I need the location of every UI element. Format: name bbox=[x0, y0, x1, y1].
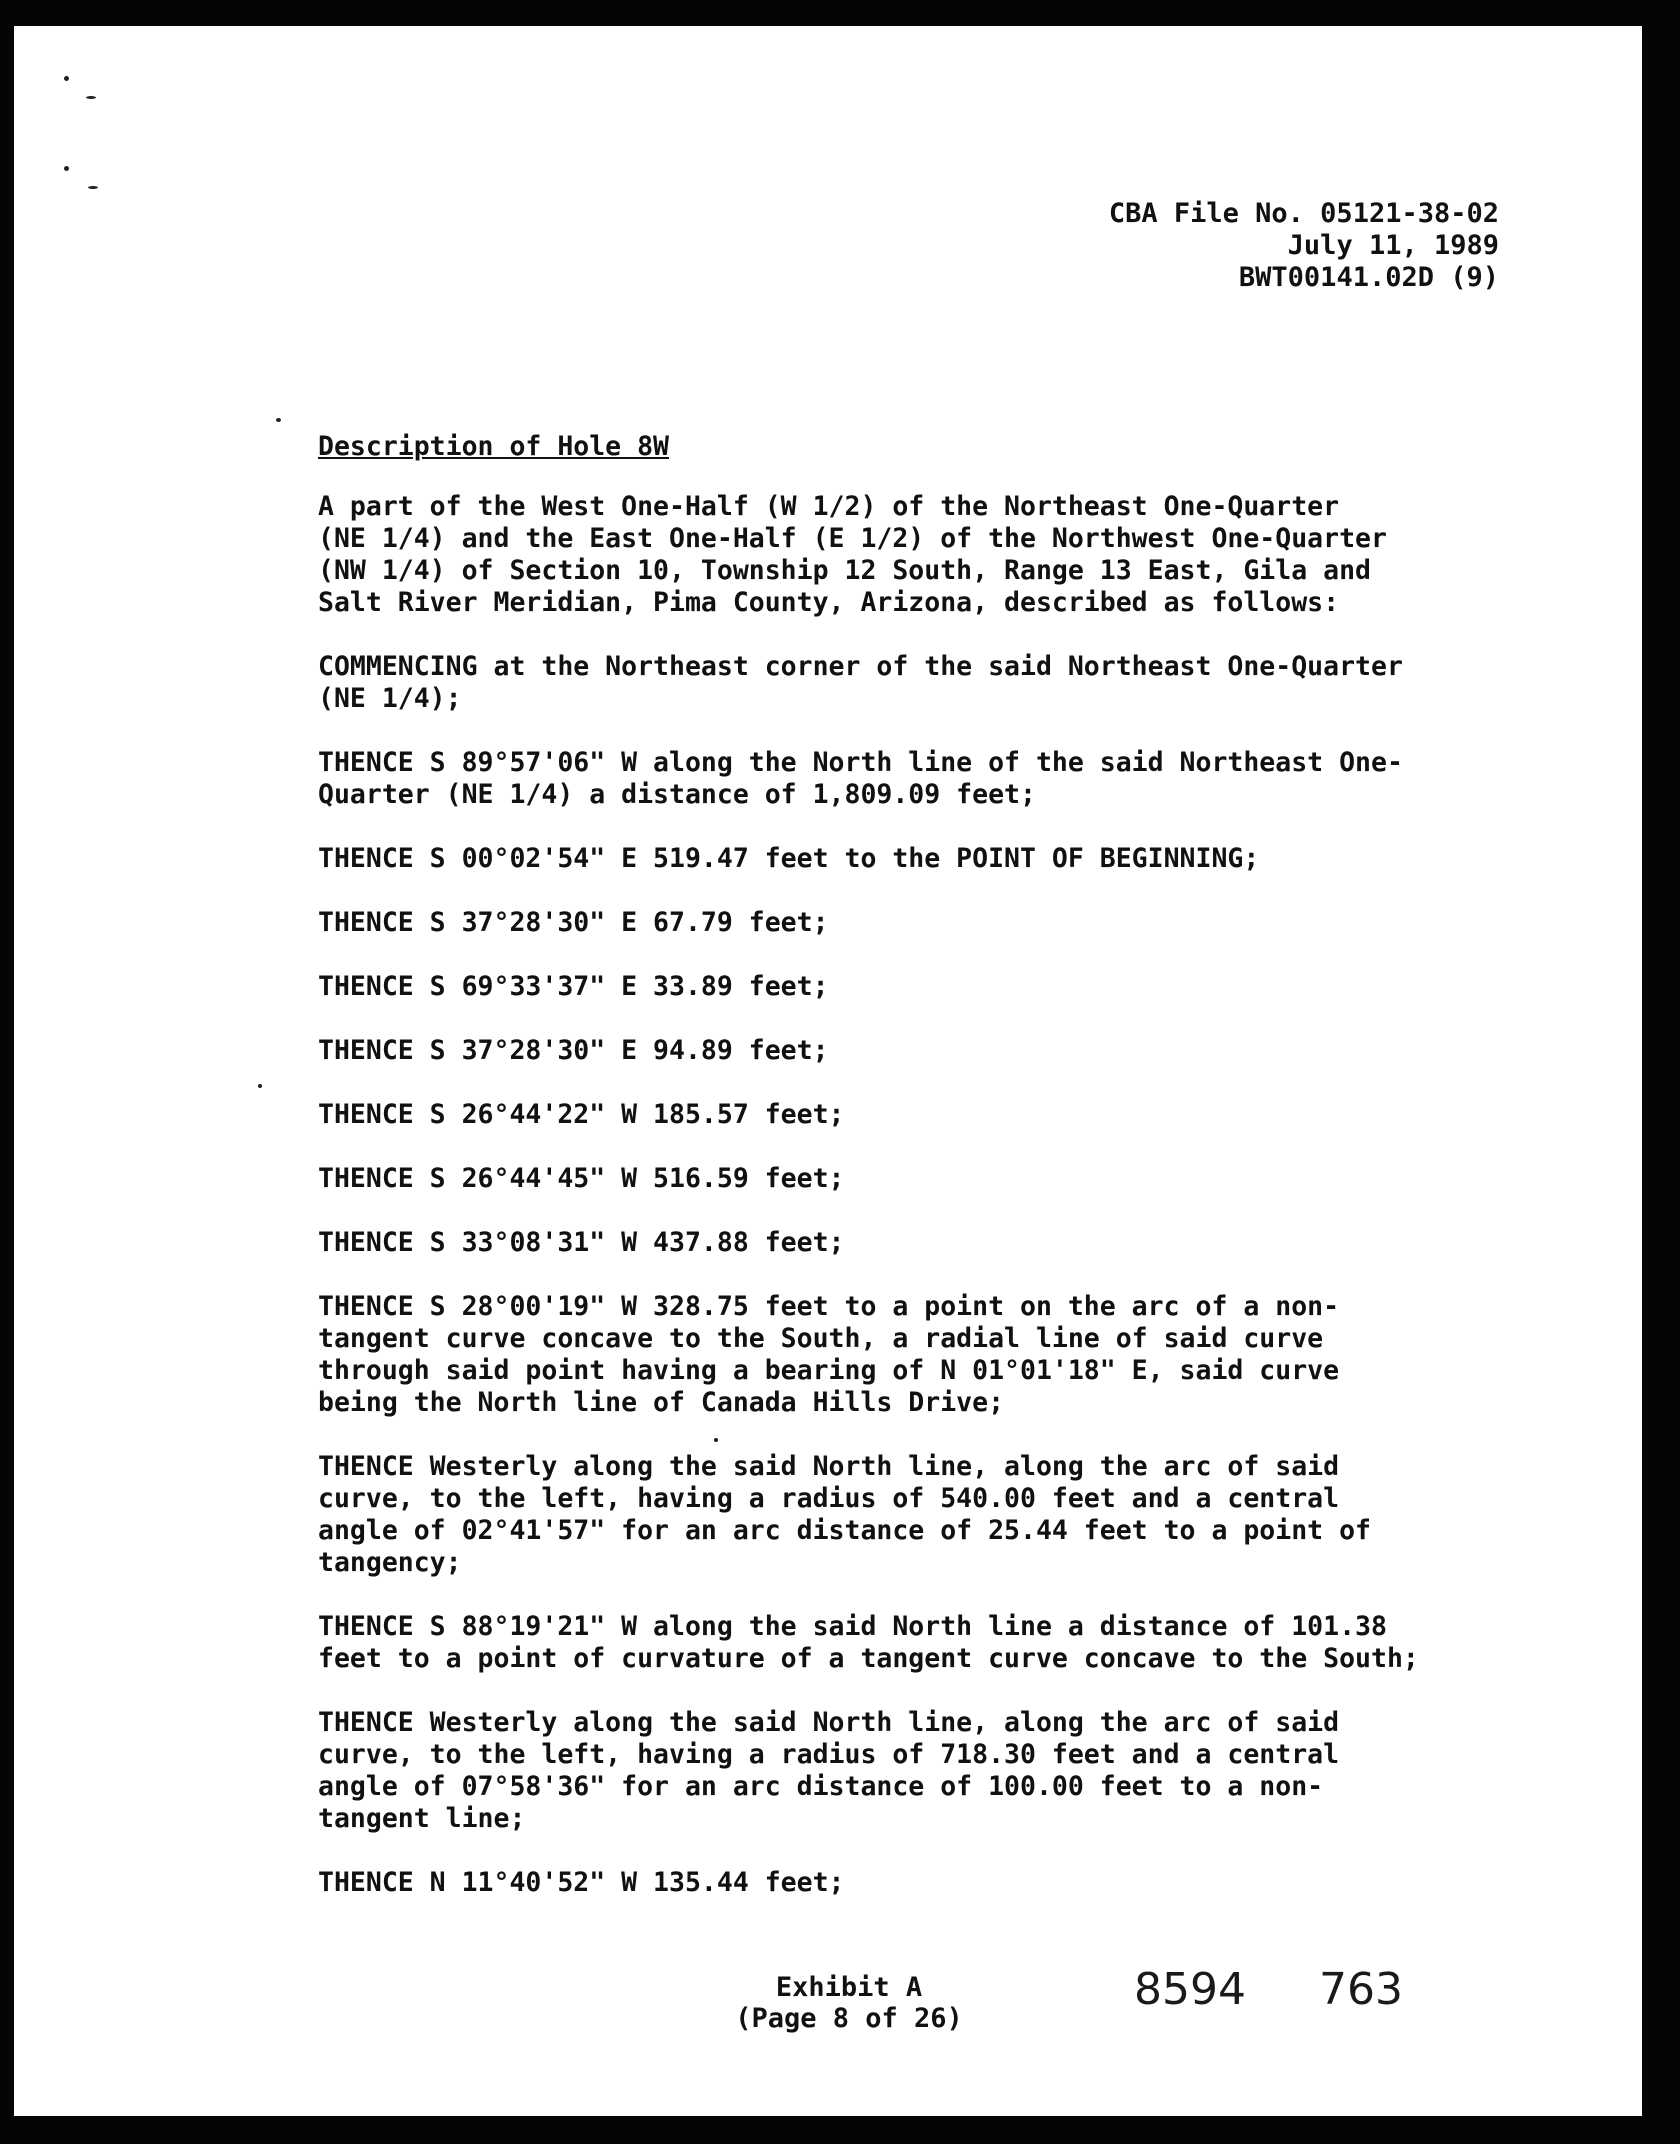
paragraph-line: curve, to the left, having a radius of 540.00 feet and a central bbox=[318, 1483, 1340, 1514]
paragraph-line: THENCE S 33°08'31" W 437.88 feet; bbox=[318, 1227, 845, 1258]
paragraph-line: through said point having a bearing of N 01°01'18" E, said curve bbox=[318, 1355, 1340, 1386]
description-title: Description of Hole 8W bbox=[318, 431, 669, 462]
scan-speck bbox=[258, 1084, 262, 1088]
paragraph-line: THENCE S 26°44'22" W 185.57 feet; bbox=[318, 1099, 845, 1130]
page-indicator: (Page 8 of 26) bbox=[735, 2003, 963, 2034]
paragraph-thence bbox=[318, 1227, 1518, 1259]
paragraph-thence bbox=[318, 1163, 1518, 1195]
paragraph-line: feet to a point of curvature of a tangent curve concave to the South; bbox=[318, 1643, 1419, 1674]
scan-speck bbox=[276, 418, 281, 422]
paragraph-line: tangency; bbox=[318, 1547, 462, 1578]
paragraph-line: angle of 02°41'57" for an arc distance of 25.44 feet to a point of bbox=[318, 1515, 1371, 1546]
paragraph-parcel-location bbox=[318, 491, 1518, 619]
document-page bbox=[14, 26, 1642, 2116]
paragraph-thence bbox=[318, 1099, 1518, 1131]
paragraph-line: THENCE S 37°28'30" E 67.79 feet; bbox=[318, 907, 829, 938]
paragraph-line: THENCE N 11°40'52" W 135.44 feet; bbox=[318, 1867, 845, 1898]
scan-edge-left bbox=[0, 0, 14, 2144]
paragraph-line: THENCE S 28°00'19" W 328.75 feet to a point on the arc of a non- bbox=[318, 1291, 1340, 1322]
recording-stamp-docket: 8594 bbox=[1134, 1964, 1246, 2015]
paragraph-line: (NE 1/4) and the East One-Half (E 1/2) of the Northwest One-Quarter bbox=[318, 523, 1387, 554]
paragraph-commencing bbox=[318, 651, 1518, 715]
paragraph-line: A part of the West One-Half (W 1/2) of the Northeast One-Quarter bbox=[318, 491, 1340, 522]
paragraph-line: Salt River Meridian, Pima County, Arizona, described as follows: bbox=[318, 587, 1340, 618]
paragraph-line: tangent line; bbox=[318, 1803, 526, 1834]
scan-edge-right bbox=[1642, 0, 1680, 2144]
exhibit-label: Exhibit A bbox=[775, 1972, 923, 2003]
paragraph-thence bbox=[318, 1035, 1518, 1067]
scan-speck bbox=[64, 166, 69, 171]
file-reference-header bbox=[1109, 198, 1499, 294]
paragraph-line: THENCE S 89°57'06" W along the North line of the said Northeast One- bbox=[318, 747, 1403, 778]
scan-speck bbox=[86, 96, 96, 99]
paragraph-line: THENCE S 00°02'54" E 519.47 feet to the POINT OF BEGINNING; bbox=[318, 843, 1260, 874]
paragraph-thence-arc bbox=[318, 1451, 1518, 1579]
legal-description bbox=[318, 431, 1518, 1931]
paragraph-line: THENCE S 88°19'21" W along the said North line a distance of 101.38 bbox=[318, 1611, 1387, 1642]
scan-speck bbox=[64, 76, 69, 81]
paragraph-thence bbox=[318, 971, 1518, 1003]
scan-edge-top bbox=[0, 0, 1680, 26]
paragraph-thence bbox=[318, 1611, 1518, 1675]
paragraph-line: THENCE S 37°28'30" E 94.89 feet; bbox=[318, 1035, 829, 1066]
paragraph-line: THENCE S 69°33'37" E 33.89 feet; bbox=[318, 971, 829, 1002]
paragraph-line: (NW 1/4) of Section 10, Township 12 South, Range 13 East, Gila and bbox=[318, 555, 1371, 586]
cba-file-number: CBA File No. 05121-38-02 bbox=[1108, 198, 1499, 229]
paragraph-line: being the North line of Canada Hills Drive; bbox=[318, 1387, 1005, 1418]
exhibit-footer bbox=[704, 1972, 994, 2034]
paragraph-line: curve, to the left, having a radius of 718.30 feet and a central bbox=[318, 1739, 1340, 1770]
paragraph-thence-curve bbox=[318, 1291, 1518, 1419]
paragraph-thence bbox=[318, 1867, 1518, 1899]
paragraph-thence bbox=[318, 747, 1518, 811]
document-date: July 11, 1989 bbox=[1287, 230, 1499, 261]
paragraph-line: THENCE Westerly along the said North line, along the arc of said bbox=[318, 1451, 1340, 1482]
scan-speck bbox=[88, 186, 98, 189]
paragraph-line: COMMENCING at the Northeast corner of the said Northeast One-Quarter bbox=[318, 651, 1403, 682]
paragraph-thence-arc bbox=[318, 1707, 1518, 1835]
paragraph-line: angle of 07°58'36" for an arc distance of 100.00 feet to a non- bbox=[318, 1771, 1324, 1802]
paragraph-point-of-beginning bbox=[318, 843, 1518, 875]
paragraph-line: THENCE Westerly along the said North line, along the arc of said bbox=[318, 1707, 1340, 1738]
scan-edge-bottom bbox=[0, 2116, 1680, 2144]
document-code: BWT00141.02D (9) bbox=[1238, 262, 1499, 293]
paragraph-line: Quarter (NE 1/4) a distance of 1,809.09 feet; bbox=[318, 779, 1036, 810]
recording-stamp-page: 763 bbox=[1319, 1964, 1403, 2015]
paragraph-line: (NE 1/4); bbox=[318, 683, 462, 714]
paragraph-line: tangent curve concave to the South, a radial line of said curve bbox=[318, 1323, 1324, 1354]
paragraph-thence bbox=[318, 907, 1518, 939]
paragraph-line: THENCE S 26°44'45" W 516.59 feet; bbox=[318, 1163, 845, 1194]
